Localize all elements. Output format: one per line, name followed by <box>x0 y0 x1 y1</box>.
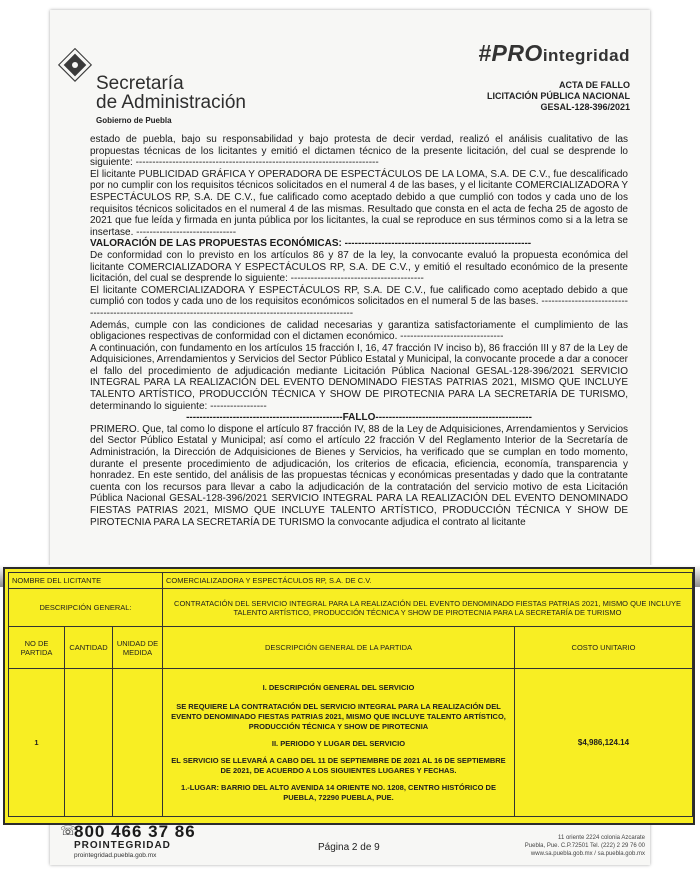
cell-descripcion: I. DESCRIPCIÓN GENERAL DEL SERVICIO SE REQUIERE LA CONTRATACIÓN DEL SERVICIO INTEGRAL PARA LA REALIZACIÓN DEL EVENTO DENOMINADO FIESTAS PATRIAS 2021, MISMO QUE INCLUYE TALENTO ARTÍSTICO, PRODUCCIÓN TÉCNICA Y SHOW DE PIROTECNIA II. PERIODO Y LUGAR DEL SERVICIO EL SERVICIO SE LLEVARÁ A CABO DEL 11 DE SEPTIEMBRE DE 2021 AL 16 DE SEPTIEMBRE DE 2021, DE ACUERDO A LOS SIGUIENTES LUGARES Y FECHAS. 1.-LUGAR: BARRIO DEL ALTO AVENIDA 14 ORIENTE NO. 1208, CENTRO HISTÓRICO DE PUEBLA, 72290 PUEBLA, PUE. <box>163 669 515 817</box>
paragraph: El licitante COMERCIALIZADORA Y ESPECTÁCULOS RP, S.A. DE C.V., fue calificado como aceptado debido a que cumplió con todos y cada uno de los requisitos económicos solicitados en el numeral 5 de las bases. --------------------------------------------------------------------------------------------------------- <box>90 284 628 319</box>
cell-unidad <box>113 669 163 817</box>
footer-url: prointegridad.puebla.gob.mx <box>74 852 157 859</box>
col-header-descripcion: DESCRIPCIÓN GENERAL DE LA PARTIDA <box>163 627 515 669</box>
footer-brand: PROINTEGRIDAD <box>74 840 171 851</box>
col-header-cantidad: CANTIDAD <box>65 627 113 669</box>
section-heading: VALORACIÓN DE LAS PROPUESTAS ECONÓMICAS: -------------------------------------------------------- <box>90 238 532 250</box>
value-descripcion: CONTRATACIÓN DEL SERVICIO INTEGRAL PARA LA REALIZACIÓN DEL EVENTO DENOMINADO FIESTAS PATRIAS 2021, MISMO QUE INCLUYE TALENTO ARTÍSTICO, PRODUCCIÓN TÉCNICA Y SHOW DE PIROTECNIA PARA LA SECRETARÍA DE TURISMO <box>163 589 693 627</box>
table-row <box>9 669 693 817</box>
col-header-costo: COSTO UNITARIO <box>515 627 693 669</box>
label-licitante: NOMBRE DEL LICITANTE <box>9 573 163 589</box>
cell-costo: $4,986,124.14 <box>515 669 693 817</box>
secretaria-title: Secretaría de Administración <box>96 73 246 113</box>
phone-icon: ☏ <box>60 823 77 838</box>
page-number: Página 2 de 9 <box>318 842 380 853</box>
award-table <box>8 572 693 817</box>
paragraph: PRIMERO. Que, tal como lo dispone el artículo 87 fracción IV, 88 de la Ley de Adquisiciones, Arrendamientos y Servicios del Sector Público Estatal y Municipal; así como el artículo 22 fracción V del Reglamento Interior de la Secretaría de Administración, la Dirección de Adquisiciones de Bienes y Servicios, ha verificado que se cumplan en todo momento, durante el presente procedimiento de adjudicación, los criterios de eficacia, eficiencia, economía, transparencia y honradez. En este sentido, del análisis de las propuestas técnicas y económicas presentadas y dado que la contratante cuenta con los recursos para llevar a cabo la adjudicación de la contratación del servicio motivo de esta Licitación Pública Nacional GESAL-128-396/2021 SERVICIO INTEGRAL PARA LA REALIZACIÓN DEL EVENTO DENOMINADO FIESTAS PATRIAS 2021, MISMO QUE INCLUYE TALENTO ARTÍSTICO, PRODUCCIÓN TÉCNICA Y SHOW DE PIROTECNIA PARA LA SECRETARÍA DE TURISMO la convocante adjudica el contrato al licitante <box>90 423 628 528</box>
document-body <box>90 134 628 528</box>
footer-address: 11 oriente 2224 colonia Azcarate Puebla, Pue. C.P.72501 Tel. (222) 2 29 76 00 www.sa.puebla.gob.mx / sa.puebla.gob.mx <box>524 835 645 857</box>
paragraph: estado de puebla, bajo su responsabilidad y bajo protesta de decir verdad, realizó el análisis cualitativo de las propuestas técnicas de los licitantes y emitió el dictamen técnico de la presente licitación, del cual se desprende lo siguiente: ------------------------------------------------------------------------- <box>90 134 628 169</box>
government-emblem-icon <box>58 48 92 82</box>
label-descripcion: DESCRIPCIÓN GENERAL: <box>9 589 163 627</box>
gobierno-subtitle: Gobierno de Puebla <box>96 116 172 125</box>
col-header-unidad: UNIDAD DE MEDIDA <box>113 627 163 669</box>
value-licitante: COMERCIALIZADORA Y ESPECTÁCULOS RP, S.A. DE C.V. <box>163 573 693 589</box>
acta-heading: ACTA DE FALLO LICITACIÓN PÚBLICA NACIONAL GESAL-128-396/2021 <box>487 80 630 112</box>
prointegridad-logo: #PROintegridad <box>478 40 630 66</box>
cell-cantidad <box>65 669 113 817</box>
footer-phone: 800 466 37 86 <box>74 822 196 841</box>
highlighted-table-panel <box>3 567 695 825</box>
paragraph: A continuación, con fundamento en los artículos 15 fracción I, 16, 47 fracción IV inciso b), 86 fracción III y 87 de la Ley de Adquisiciones, Arrendamientos y Servicios del Sector Público Estatal y Municipal, la convocante procede a dar a conocer el fallo del procedimiento de adjudicación mediante Licitación Pública Nacional GESAL-128-396/2021 SERVICIO INTEGRAL PARA LA REALIZACIÓN DEL EVENTO DENOMINADO FIESTAS PATRIAS 2021, MISMO QUE INCLUYE TALENTO ARTÍSTICO, PRODUCCIÓN TÉCNICA Y SHOW DE PIROTECNIA PARA LA SECRETARÍA DE TURISMO, determinando lo siguiente: ----------------- <box>90 342 628 412</box>
fallo-heading: -----------------------------------------------FALLO----------------------------------------------- <box>186 412 532 424</box>
paragraph: Además, cumple con las condiciones de calidad necesarias y garantiza satisfactoriamente el cumplimiento de las obligaciones respectivas de conformidad con el dictamen económico. ------------------------------- <box>90 319 628 343</box>
paragraph: De conformidad con lo previsto en los artículos 86 y 87 de la ley, la convocante evaluó la propuesta económica del licitante COMERCIALIZADORA Y ESPECTÁCULOS RP, S.A. DE C.V., y emitió el resultado económico de la presente licitación, del cual se desprende lo siguiente: ---------------------------------------- <box>90 249 628 285</box>
cell-partida: 1 <box>9 669 65 817</box>
col-header-partida: NO DE PARTIDA <box>9 627 65 669</box>
paragraph: El licitante PUBLICIDAD GRÁFICA Y OPERADORA DE ESPECTÁCULOS DE LA LOMA, S.A. DE C.V., fue descalificado por no cumplir con los requisitos técnicos solicitados en el numeral 4 de las bases, y el licitante COMERCIALIZADORA Y ESPECTÁCULOS RP, S.A. DE C.V., fue calificado como aceptado debido a que cumplió con todos y cada uno de los requisitos técnicos solicitados en el numeral 4 de las mismas. Resultado que consta en el acta de fecha 25 de agosto de 2021 que fue leída y firmada en junta pública por los licitantes, la cual se reproduce en sus términos como si a la letra se insertase. ------------------------------ <box>90 168 628 238</box>
